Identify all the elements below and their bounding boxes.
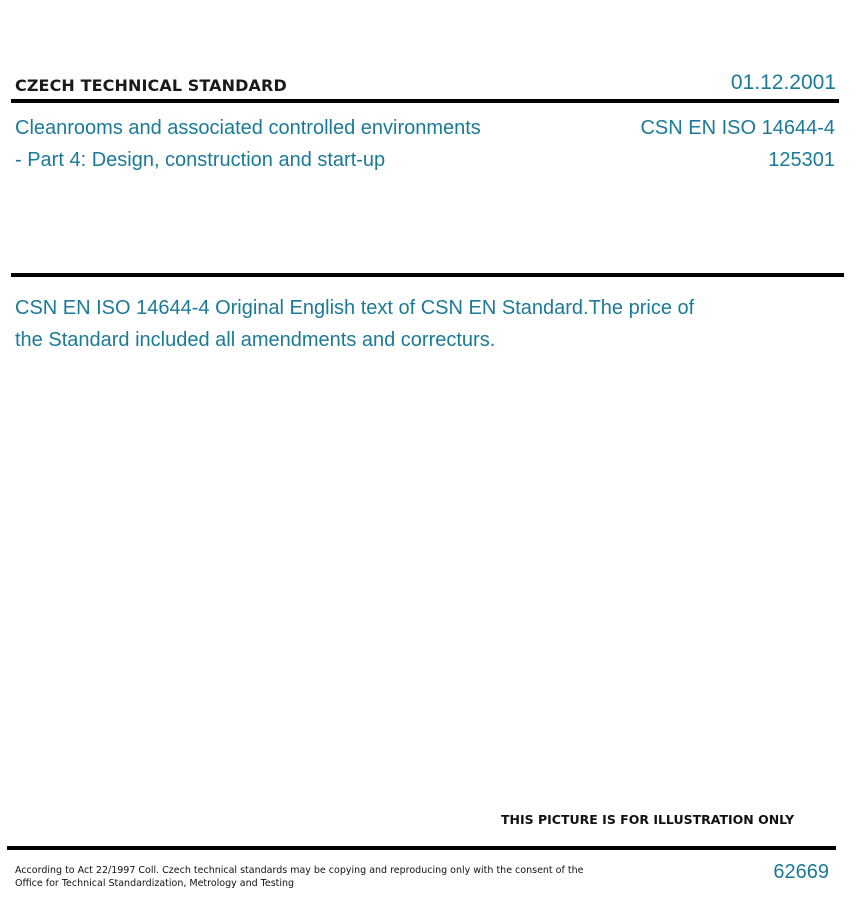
issue-date: 01.12.2001 [730,71,836,94]
title-line-1: Cleanrooms and associated controlled environments [15,117,481,139]
standard-code: CSN EN ISO 14644-4 [640,117,835,139]
standard-description: CSN EN ISO 14644-4 Original English text of CSN EN Standard.The price of the Standard included all amendments and correcturs. [15,297,695,351]
legal-notice: According to Act 22/1997 Coll. Czech technical standards may be copying and reproducing only with the consent of the Office for Technical Standardization, Metrology and Testing [15,865,584,889]
title-divider [11,273,844,277]
document-id: 62669 [773,861,829,883]
header-divider [11,99,839,103]
classification-number: 125301 [768,149,835,171]
standard-type-heading: CZECH TECHNICAL STANDARD [15,76,287,95]
footer-divider [7,846,836,850]
title-line-2: - Part 4: Design, construction and start-up [15,149,386,171]
illustration-notice: THIS PICTURE IS FOR ILLUSTRATION ONLY [501,812,795,827]
